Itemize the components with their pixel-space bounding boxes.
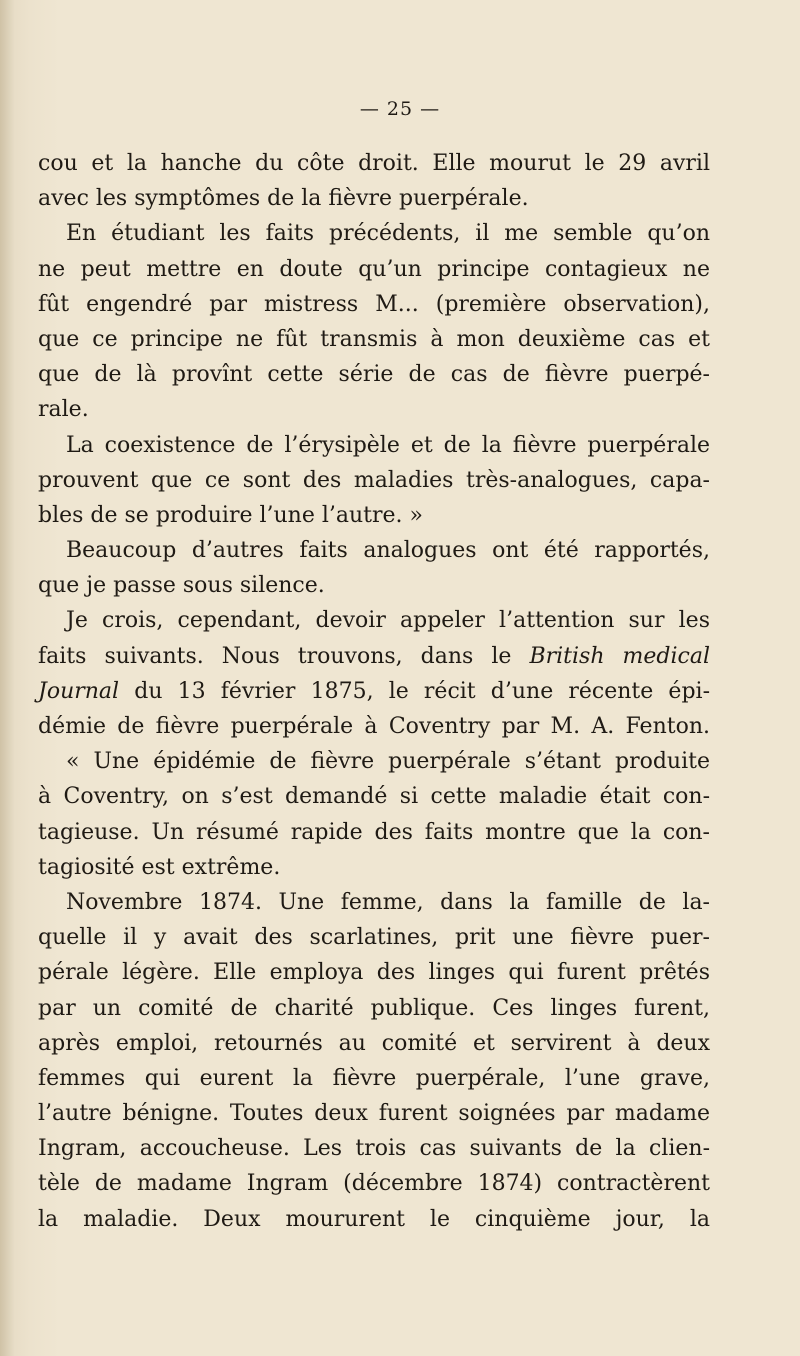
text-line bbox=[38, 639, 710, 674]
text-line bbox=[38, 1096, 710, 1131]
text-line bbox=[38, 287, 710, 322]
binding-edge bbox=[0, 0, 14, 1356]
text-line bbox=[38, 1026, 710, 1061]
text-line bbox=[38, 216, 710, 251]
line-text: pérale légère. Elle employa des linges qui furent prêtés bbox=[38, 960, 710, 986]
italic-text: Journal bbox=[38, 678, 120, 704]
line-text: avec les symptômes de la fièvre puerpérale. bbox=[38, 186, 529, 212]
text-line bbox=[38, 815, 710, 850]
text-line bbox=[38, 850, 710, 885]
text-line bbox=[38, 955, 710, 990]
text-line bbox=[38, 533, 710, 568]
line-text: La coexistence de l’érysipèle et de la fièvre puerpérale bbox=[66, 432, 710, 458]
text-line bbox=[38, 709, 710, 744]
line-text: du 13 février 1875, le récit d’une récente épi- bbox=[134, 678, 710, 704]
line-text: En étudiant les faits précédents, il me semble qu’on bbox=[66, 221, 710, 247]
line-text: la maladie. Deux moururent le cinquième jour, la bbox=[38, 1206, 710, 1232]
line-text: cou et la hanche du côte droit. Elle mourut le 29 avril bbox=[38, 151, 710, 176]
text-line bbox=[38, 252, 710, 287]
line-text: tagiosité est extrême. bbox=[38, 854, 281, 880]
line-text: fût engendré par mistress M... (première observation), bbox=[38, 291, 710, 317]
text-line bbox=[38, 779, 710, 814]
text-line bbox=[38, 568, 710, 603]
line-text: faits suivants. Nous trouvons, dans le bbox=[38, 643, 512, 669]
text-line bbox=[38, 463, 710, 498]
body-text bbox=[38, 146, 710, 1237]
line-text: par un comité de charité publique. Ces linges furent, bbox=[38, 995, 710, 1021]
text-line bbox=[38, 991, 710, 1026]
italic-text: British medical bbox=[529, 643, 711, 669]
text-line bbox=[38, 744, 710, 779]
text-line bbox=[38, 357, 710, 392]
line-text: l’autre bénigne. Toutes deux furent soignées par madame bbox=[38, 1101, 710, 1127]
line-text: Beaucoup d’autres faits analogues ont été rapportés, bbox=[66, 538, 710, 564]
line-text: tèle de madame Ingram (décembre 1874) contractèrent bbox=[38, 1171, 710, 1197]
line-text: prouvent que ce sont des maladies très-analogues, capa- bbox=[38, 467, 710, 493]
line-text: que ce principe ne fût transmis à mon deuxième cas et bbox=[38, 326, 710, 352]
line-text: Novembre 1874. Une femme, dans la famille de la- bbox=[66, 889, 710, 915]
line-text: que je passe sous silence. bbox=[38, 573, 325, 599]
text-line bbox=[38, 392, 710, 427]
line-text: Ingram, accoucheuse. Les trois cas suivants de la clien- bbox=[38, 1136, 710, 1162]
line-text: quelle il y avait des scarlatines, prit une fièvre puer- bbox=[38, 925, 710, 951]
line-text: « Une épidémie de fièvre puerpérale s’étant produite bbox=[66, 749, 710, 775]
line-text: démie de fièvre puerpérale à Coventry par M. A. Fenton. bbox=[38, 714, 710, 739]
text-line bbox=[38, 146, 710, 181]
text-line bbox=[38, 1061, 710, 1096]
line-text: tagieuse. Un résumé rapide des faits montre que la con- bbox=[38, 819, 710, 845]
line-text: bles de se produire l’une l’autre. » bbox=[38, 502, 423, 528]
text-line bbox=[38, 428, 710, 463]
text-line bbox=[38, 322, 710, 357]
line-text: après emploi, retournés au comité et servirent à deux bbox=[38, 1030, 710, 1056]
line-text: Je crois, cependant, devoir appeler l’attention sur les bbox=[66, 608, 710, 634]
line-text: que de là provînt cette série de cas de fièvre puerpé- bbox=[38, 362, 710, 388]
line-text: rale. bbox=[38, 397, 89, 423]
text-line bbox=[38, 603, 710, 638]
text-line bbox=[38, 1202, 710, 1237]
line-text: femmes qui eurent la fièvre puerpérale, l’une grave, bbox=[38, 1065, 710, 1091]
line-text: ne peut mettre en doute qu’un principe contagieux ne bbox=[38, 256, 710, 282]
text-line bbox=[38, 674, 710, 709]
text-line bbox=[38, 181, 710, 216]
line-text: à Coventry, on s’est demandé si cette maladie était con- bbox=[38, 784, 710, 810]
text-line bbox=[38, 498, 710, 533]
text-line bbox=[38, 1166, 710, 1201]
text-line bbox=[38, 1131, 710, 1166]
text-line bbox=[38, 885, 710, 920]
page-number: — 25 — bbox=[359, 98, 441, 120]
text-line bbox=[38, 920, 710, 955]
